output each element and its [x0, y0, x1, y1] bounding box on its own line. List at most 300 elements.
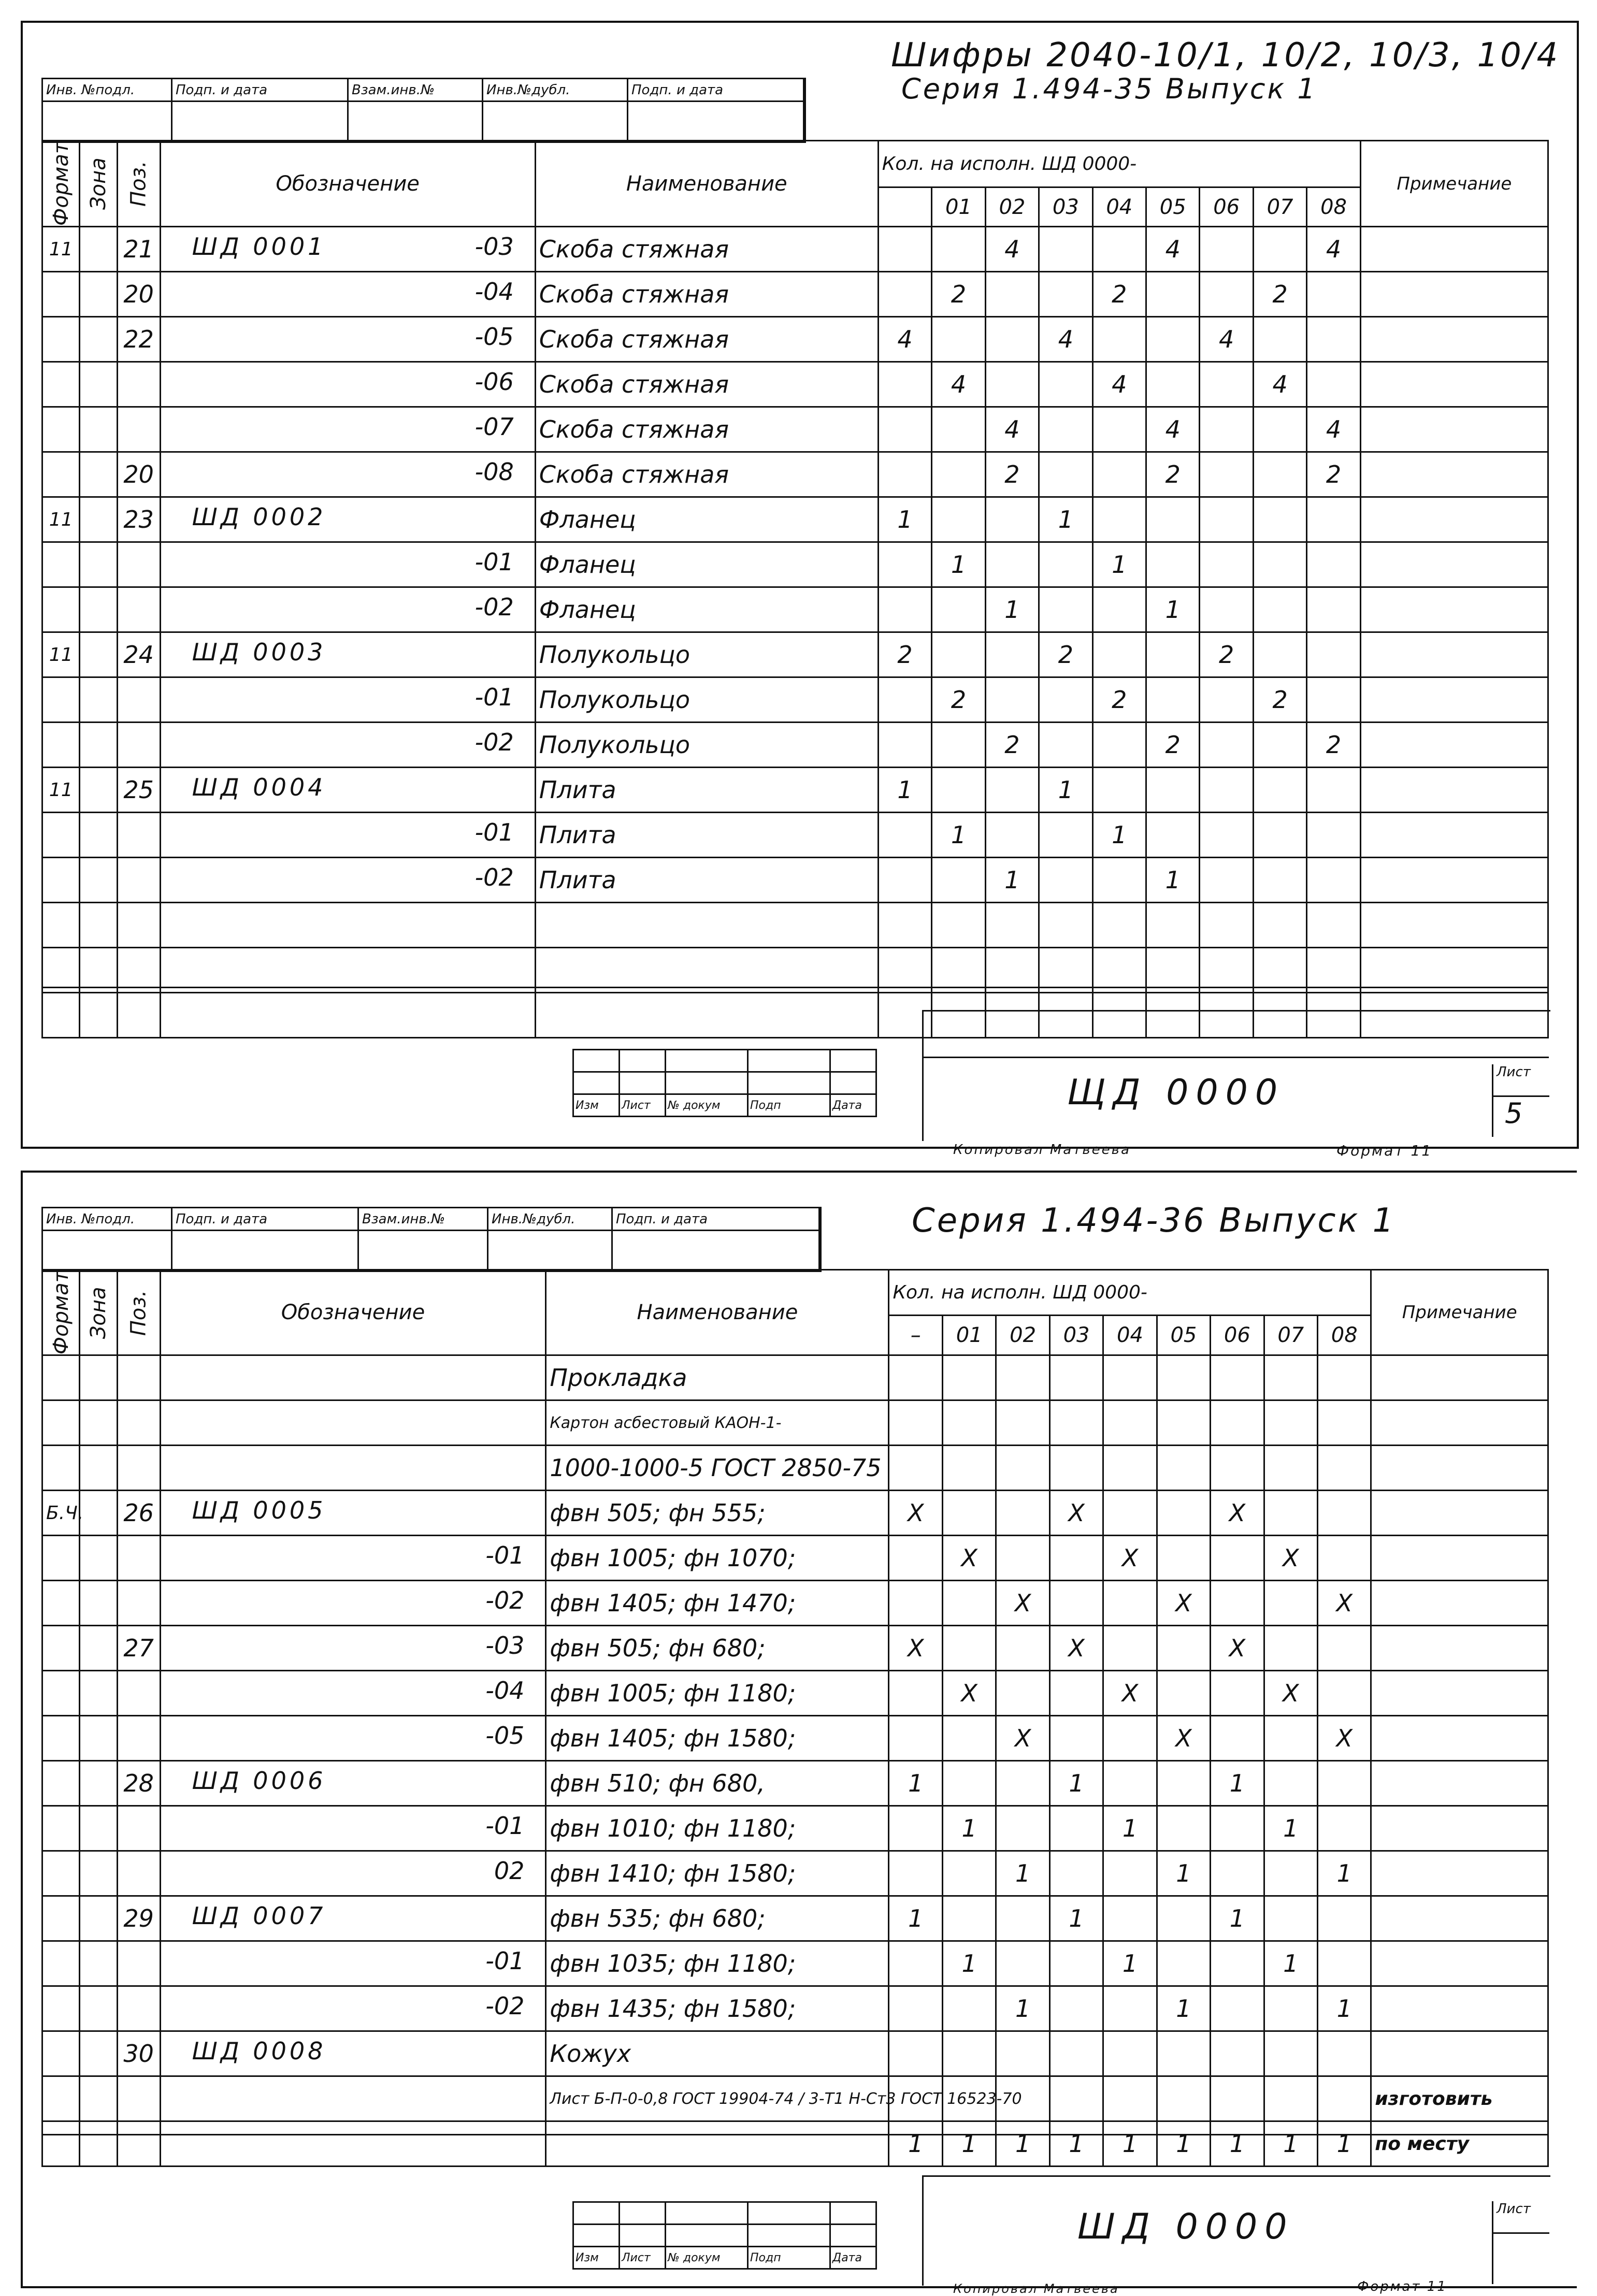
- cell-quantity: [942, 1716, 996, 1761]
- cell-quantity: [1049, 1716, 1103, 1761]
- header-designation: Обозначение: [160, 1270, 546, 1355]
- cell-quantity: [942, 1400, 996, 1446]
- cell-quantity: 1: [1049, 1761, 1103, 1806]
- cell-quantity: [1092, 497, 1146, 542]
- cell-position: 28: [117, 1761, 160, 1806]
- designation-code: ШД 0004: [192, 773, 326, 801]
- table-row: [42, 1400, 1548, 1446]
- cell-note: [1371, 1806, 1548, 1851]
- table-row: [42, 723, 1548, 768]
- cell-zone: [80, 1671, 117, 1716]
- cell-designation: [160, 362, 535, 407]
- cell-quantity: [1039, 587, 1092, 632]
- cell-quantity: [1039, 362, 1092, 407]
- cell-quantity: 4: [1307, 407, 1360, 452]
- cell-quantity: [1103, 1400, 1157, 1446]
- cell-quantity: [932, 452, 985, 497]
- cell-quantity: [1307, 632, 1360, 677]
- cell-quantity: [1092, 858, 1146, 903]
- cell-zone: [80, 317, 117, 362]
- cell-quantity: [1264, 1626, 1317, 1671]
- cell-designation: [160, 1581, 546, 1626]
- header-position: Поз.: [117, 1270, 160, 1355]
- cell-name: Фланец: [535, 587, 878, 632]
- cell-format: [42, 903, 80, 948]
- rev-label: Лист: [620, 2247, 666, 2269]
- cell-name: Скоба стяжная: [535, 407, 878, 452]
- cell-quantity: [1317, 1446, 1371, 1491]
- cell-quantity: 4: [1253, 362, 1306, 407]
- cell-quantity: [889, 1986, 942, 2031]
- header-variant: 04: [1092, 187, 1146, 227]
- cell-quantity: [1211, 1355, 1264, 1400]
- cell-name: Кожух: [546, 2031, 889, 2076]
- cell-quantity: [1049, 1355, 1103, 1400]
- cell-designation: [160, 677, 535, 723]
- cell-name: Плита: [535, 768, 878, 813]
- cell-quantity: [1103, 2076, 1157, 2121]
- cell-quantity: [878, 677, 931, 723]
- cell-note: [1371, 1491, 1548, 1536]
- header-zone: Зона: [80, 1270, 117, 1355]
- cell-name: фвн 1005; фн 1070;: [546, 1536, 889, 1581]
- cell-quantity: 1: [996, 1986, 1049, 2031]
- cell-quantity: 1: [1264, 2121, 1317, 2167]
- cell-quantity: [1264, 2076, 1317, 2121]
- cell-quantity: [1317, 1941, 1371, 1986]
- cell-name: Лист Б-П-0-0,8 ГОСТ 19904-74 / 3-Т1 Н-Ст3 ГОСТ 16523-70: [546, 2076, 889, 2121]
- cell-quantity: [985, 948, 1039, 993]
- cell-format: [42, 1626, 80, 1671]
- cell-zone: [80, 1536, 117, 1581]
- table-row: [42, 1671, 1548, 1716]
- cell-quantity: [1211, 1716, 1264, 1761]
- cell-format: [42, 452, 80, 497]
- cell-quantity: 2: [932, 272, 985, 317]
- cell-zone: [80, 2076, 117, 2121]
- sheet-1-archive-stamp: [41, 78, 806, 143]
- cell-quantity: 1: [1157, 1986, 1210, 2031]
- cell-quantity: 4: [932, 362, 985, 407]
- stamp-cell: [613, 1231, 820, 1270]
- cell-designation: [160, 948, 535, 993]
- cell-quantity: X: [1211, 1491, 1264, 1536]
- cell-designation: [160, 813, 535, 858]
- cell-quantity: [889, 1806, 942, 1851]
- cell-quantity: [1146, 677, 1199, 723]
- cell-note: [1360, 723, 1548, 768]
- cell-quantity: [1049, 2076, 1103, 2121]
- rev-label: № докум: [666, 2247, 748, 2269]
- cell-quantity: [1317, 1671, 1371, 1716]
- cell-name: фвн 535; фн 680;: [546, 1896, 889, 1941]
- header-variant: 02: [996, 1316, 1049, 1355]
- header-zone: Зона: [80, 141, 117, 227]
- cell-quantity: [1039, 677, 1092, 723]
- cell-zone: [80, 452, 117, 497]
- cell-quantity: [1317, 1896, 1371, 1941]
- cell-note: [1371, 1851, 1548, 1896]
- sheet-2-format: Формат 11: [1357, 2279, 1447, 2294]
- sheet-number: 5: [1505, 1097, 1523, 1130]
- cell-quantity: 1: [1317, 1851, 1371, 1896]
- stamp-cell: [43, 1231, 172, 1270]
- cell-quantity: X: [996, 1581, 1049, 1626]
- cell-quantity: X: [1264, 1536, 1317, 1581]
- cell-designation: [160, 903, 535, 948]
- cell-designation: [160, 768, 535, 813]
- header-variant: 07: [1253, 187, 1306, 227]
- rev-label: № докум: [666, 1094, 748, 1117]
- cell-quantity: 4: [1307, 227, 1360, 272]
- cell-quantity: X: [996, 1716, 1049, 1761]
- cell-quantity: 4: [1146, 407, 1199, 452]
- cell-quantity: 4: [1039, 317, 1092, 362]
- stamp-label: Подп. и дата: [613, 1208, 820, 1231]
- cell-position: [117, 1851, 160, 1896]
- cell-quantity: [1103, 1716, 1157, 1761]
- cell-quantity: [1157, 2031, 1210, 2076]
- cell-quantity: [1211, 1806, 1264, 1851]
- cell-quantity: [1264, 2031, 1317, 2076]
- cell-designation: [160, 1806, 546, 1851]
- designation-suffix: -01: [485, 1541, 525, 1570]
- cell-format: [42, 272, 80, 317]
- designation-suffix: -01: [485, 1947, 525, 1975]
- cell-position: 20: [117, 272, 160, 317]
- designation-suffix: -02: [485, 1586, 525, 1615]
- cell-quantity: 1: [889, 1896, 942, 1941]
- rev-label: Изм: [573, 1094, 620, 1117]
- cell-quantity: [878, 723, 931, 768]
- sheet-2-document-code: ШД 0000: [1077, 2206, 1294, 2247]
- table-row: [42, 1896, 1548, 1941]
- cell-position: 26: [117, 1491, 160, 1536]
- cell-name: фвн 510; фн 680,: [546, 1761, 889, 1806]
- rev-label: Подп: [748, 2247, 830, 2269]
- cell-quantity: 1: [1103, 1941, 1157, 1986]
- cell-quantity: [1211, 1581, 1264, 1626]
- cell-quantity: 2: [1253, 272, 1306, 317]
- cell-designation: [160, 1446, 546, 1491]
- cell-note: [1360, 813, 1548, 858]
- cell-quantity: 1: [1264, 1941, 1317, 1986]
- designation-suffix: -03: [485, 1631, 525, 1660]
- cell-format: [42, 723, 80, 768]
- cell-quantity: [1039, 542, 1092, 587]
- cell-quantity: [1049, 1400, 1103, 1446]
- cell-quantity: 1: [1264, 1806, 1317, 1851]
- cell-quantity: [1039, 813, 1092, 858]
- cell-designation: [160, 632, 535, 677]
- cell-quantity: X: [1211, 1626, 1264, 1671]
- cell-note: [1360, 768, 1548, 813]
- cell-quantity: [1307, 587, 1360, 632]
- cell-zone: [80, 1806, 117, 1851]
- cell-quantity: [985, 677, 1039, 723]
- header-variant: 01: [942, 1316, 996, 1355]
- cell-note: [1360, 632, 1548, 677]
- cell-quantity: 1: [1092, 542, 1146, 587]
- cell-designation: [160, 858, 535, 903]
- cell-quantity: [1157, 1761, 1210, 1806]
- cell-quantity: [1264, 1400, 1317, 1446]
- cell-quantity: [1092, 903, 1146, 948]
- table-row: [42, 948, 1548, 993]
- cell-zone: [80, 948, 117, 993]
- cell-quantity: X: [1049, 1626, 1103, 1671]
- cell-designation: [160, 1671, 546, 1716]
- cell-quantity: [1146, 317, 1199, 362]
- cell-zone: [80, 1941, 117, 1986]
- cell-quantity: [1253, 452, 1306, 497]
- cell-quantity: [1049, 1581, 1103, 1626]
- cell-name: Полукольцо: [535, 677, 878, 723]
- cell-quantity: [1200, 407, 1253, 452]
- cell-format: [42, 1896, 80, 1941]
- cell-designation: [160, 1761, 546, 1806]
- cell-format: 11: [42, 227, 80, 272]
- cell-zone: [80, 542, 117, 587]
- cell-note: [1371, 1626, 1548, 1671]
- cell-quantity: 1: [1211, 1896, 1264, 1941]
- table-row: [42, 1446, 1548, 1491]
- cell-quantity: 1: [932, 813, 985, 858]
- cell-quantity: [1253, 632, 1306, 677]
- stamp-label: Инв.№дубл.: [483, 79, 628, 102]
- cell-quantity: 2: [1092, 272, 1146, 317]
- cell-quantity: [889, 1355, 942, 1400]
- cell-quantity: [1200, 677, 1253, 723]
- cell-quantity: X: [942, 1671, 996, 1716]
- cell-quantity: 4: [985, 407, 1039, 452]
- sheet-1-format: Формат 11: [1336, 1142, 1433, 1159]
- cell-note: [1371, 1671, 1548, 1716]
- cell-name: фвн 1405; фн 1470;: [546, 1581, 889, 1626]
- cell-format: [42, 1806, 80, 1851]
- cell-quantity: [1307, 542, 1360, 587]
- cell-quantity: [1307, 948, 1360, 993]
- cell-note: [1360, 497, 1548, 542]
- header-variant: 05: [1146, 187, 1199, 227]
- cell-quantity: [1264, 1581, 1317, 1626]
- cell-quantity: [1307, 317, 1360, 362]
- cell-quantity: 4: [1092, 362, 1146, 407]
- cell-quantity: [1211, 1986, 1264, 2031]
- cell-position: [117, 1806, 160, 1851]
- cell-quantity: [1264, 1986, 1317, 2031]
- cell-position: [117, 948, 160, 993]
- cell-designation: [160, 452, 535, 497]
- cell-quantity: [889, 2031, 942, 2076]
- cell-quantity: [1146, 497, 1199, 542]
- cell-position: [117, 903, 160, 948]
- cell-quantity: [985, 497, 1039, 542]
- cell-name: фвн 1410; фн 1580;: [546, 1851, 889, 1896]
- cell-quantity: [1253, 227, 1306, 272]
- cell-note: [1360, 948, 1548, 993]
- header-qty-group: Кол. на исполн. ШД 0000-: [889, 1270, 1371, 1316]
- cell-quantity: 1: [1211, 1761, 1264, 1806]
- cell-quantity: 4: [985, 227, 1039, 272]
- cell-quantity: [889, 1671, 942, 1716]
- designation-suffix: -04: [485, 1677, 525, 1705]
- cell-note: [1371, 2031, 1548, 2076]
- cell-position: [117, 587, 160, 632]
- cell-quantity: [985, 317, 1039, 362]
- cell-format: [42, 1716, 80, 1761]
- cell-quantity: 1: [942, 2121, 996, 2167]
- cell-quantity: 2: [1146, 452, 1199, 497]
- header-designation: Обозначение: [160, 141, 535, 227]
- header-note: Примечание: [1371, 1270, 1548, 1355]
- cell-quantity: 1: [996, 1851, 1049, 1896]
- cell-quantity: [932, 903, 985, 948]
- table-row: [42, 587, 1548, 632]
- cell-quantity: [942, 1851, 996, 1896]
- cell-quantity: [1253, 768, 1306, 813]
- cell-note: [1360, 362, 1548, 407]
- cell-quantity: [1039, 407, 1092, 452]
- cell-quantity: [1092, 948, 1146, 993]
- cell-position: [117, 1581, 160, 1626]
- header-variant: 08: [1317, 1316, 1371, 1355]
- cell-quantity: [1049, 1806, 1103, 1851]
- cell-zone: [80, 1761, 117, 1806]
- cell-position: [117, 858, 160, 903]
- cell-name: Фланец: [535, 497, 878, 542]
- cell-quantity: [1211, 2031, 1264, 2076]
- cell-quantity: [1146, 632, 1199, 677]
- stamp-cell: [359, 1231, 488, 1270]
- cell-zone: [80, 632, 117, 677]
- cell-note: [1360, 677, 1548, 723]
- cell-quantity: [1211, 1941, 1264, 1986]
- cell-quantity: 1: [1157, 1851, 1210, 1896]
- cell-quantity: [1103, 1986, 1157, 2031]
- stamp-label: Подп. и дата: [172, 1208, 359, 1231]
- designation-code: ШД 0005: [192, 1496, 326, 1525]
- cell-quantity: [1049, 1536, 1103, 1581]
- designation-suffix: -04: [474, 278, 514, 306]
- cell-zone: [80, 407, 117, 452]
- table-row: [42, 1986, 1548, 2031]
- cell-name: Фланец: [535, 542, 878, 587]
- cell-quantity: 2: [1307, 452, 1360, 497]
- cell-quantity: [985, 768, 1039, 813]
- stamp-label: Инв.№дубл.: [488, 1208, 613, 1231]
- cell-position: [117, 1536, 160, 1581]
- cell-quantity: [878, 542, 931, 587]
- cell-quantity: [1307, 858, 1360, 903]
- cell-designation: [160, 407, 535, 452]
- cell-quantity: [878, 407, 931, 452]
- cell-note: [1371, 1941, 1548, 1986]
- cell-quantity: [1146, 542, 1199, 587]
- cell-note: [1371, 1896, 1548, 1941]
- cell-quantity: [1039, 227, 1092, 272]
- cell-quantity: [1253, 858, 1306, 903]
- cell-quantity: 2: [1039, 632, 1092, 677]
- cell-quantity: 1: [1103, 1806, 1157, 1851]
- cell-quantity: [996, 2031, 1049, 2076]
- cell-position: 21: [117, 227, 160, 272]
- stamp-cell: [43, 102, 172, 141]
- cell-quantity: [878, 858, 931, 903]
- cell-quantity: [1200, 813, 1253, 858]
- table-row: [42, 227, 1548, 272]
- cell-quantity: [985, 362, 1039, 407]
- header-qty-group: Кол. на исполн. ШД 0000-: [878, 141, 1360, 187]
- cell-position: 24: [117, 632, 160, 677]
- cell-quantity: [1092, 317, 1146, 362]
- sheet-label: Лист: [1493, 1064, 1549, 1097]
- designation-suffix: -03: [474, 233, 514, 261]
- cell-quantity: [1103, 1581, 1157, 1626]
- cell-quantity: [1307, 768, 1360, 813]
- table-row: [42, 858, 1548, 903]
- cell-zone: [80, 858, 117, 903]
- cell-quantity: X: [1264, 1671, 1317, 1716]
- table-row: [42, 452, 1548, 497]
- cell-quantity: [1039, 858, 1092, 903]
- cell-quantity: [1157, 1446, 1210, 1491]
- cell-quantity: 1: [878, 768, 931, 813]
- cell-position: [117, 542, 160, 587]
- cell-quantity: 1: [889, 1761, 942, 1806]
- cell-quantity: X: [942, 1536, 996, 1581]
- cell-zone: [80, 272, 117, 317]
- cell-quantity: [1103, 2031, 1157, 2076]
- cell-quantity: [1103, 1355, 1157, 1400]
- cell-designation: [160, 1941, 546, 1986]
- cell-quantity: [1157, 1896, 1210, 1941]
- cell-quantity: [996, 1355, 1049, 1400]
- cell-quantity: [1092, 452, 1146, 497]
- cell-position: [117, 813, 160, 858]
- designation-suffix: -05: [485, 1722, 525, 1750]
- cell-quantity: [996, 1671, 1049, 1716]
- cell-quantity: [942, 1761, 996, 1806]
- cell-position: [117, 1671, 160, 1716]
- cell-quantity: [1317, 1626, 1371, 1671]
- stamp-label: Взам.инв.№: [359, 1208, 488, 1231]
- cell-quantity: [996, 1626, 1049, 1671]
- cell-name: Полукольцо: [535, 632, 878, 677]
- cell-quantity: [1211, 1851, 1264, 1896]
- cell-position: [117, 1400, 160, 1446]
- header-format: Формат: [42, 141, 80, 227]
- cell-position: [117, 1446, 160, 1491]
- cell-quantity: [1253, 542, 1306, 587]
- cell-quantity: [996, 1806, 1049, 1851]
- table-row: [42, 2031, 1548, 2076]
- cell-designation: [160, 1896, 546, 1941]
- cell-quantity: [1307, 272, 1360, 317]
- cell-name: фвн 1005; фн 1180;: [546, 1671, 889, 1716]
- cell-note: [1360, 272, 1548, 317]
- table-row: [42, 1761, 1548, 1806]
- rev-label: Подп: [748, 1094, 830, 1117]
- cell-quantity: [1211, 1671, 1264, 1716]
- cell-quantity: [1317, 2076, 1371, 2121]
- cell-format: [42, 317, 80, 362]
- cell-quantity: [985, 903, 1039, 948]
- cell-quantity: [1157, 1400, 1210, 1446]
- cell-designation: [160, 2031, 546, 2076]
- designation-code: ШД 0001: [192, 233, 326, 261]
- cell-quantity: [1200, 542, 1253, 587]
